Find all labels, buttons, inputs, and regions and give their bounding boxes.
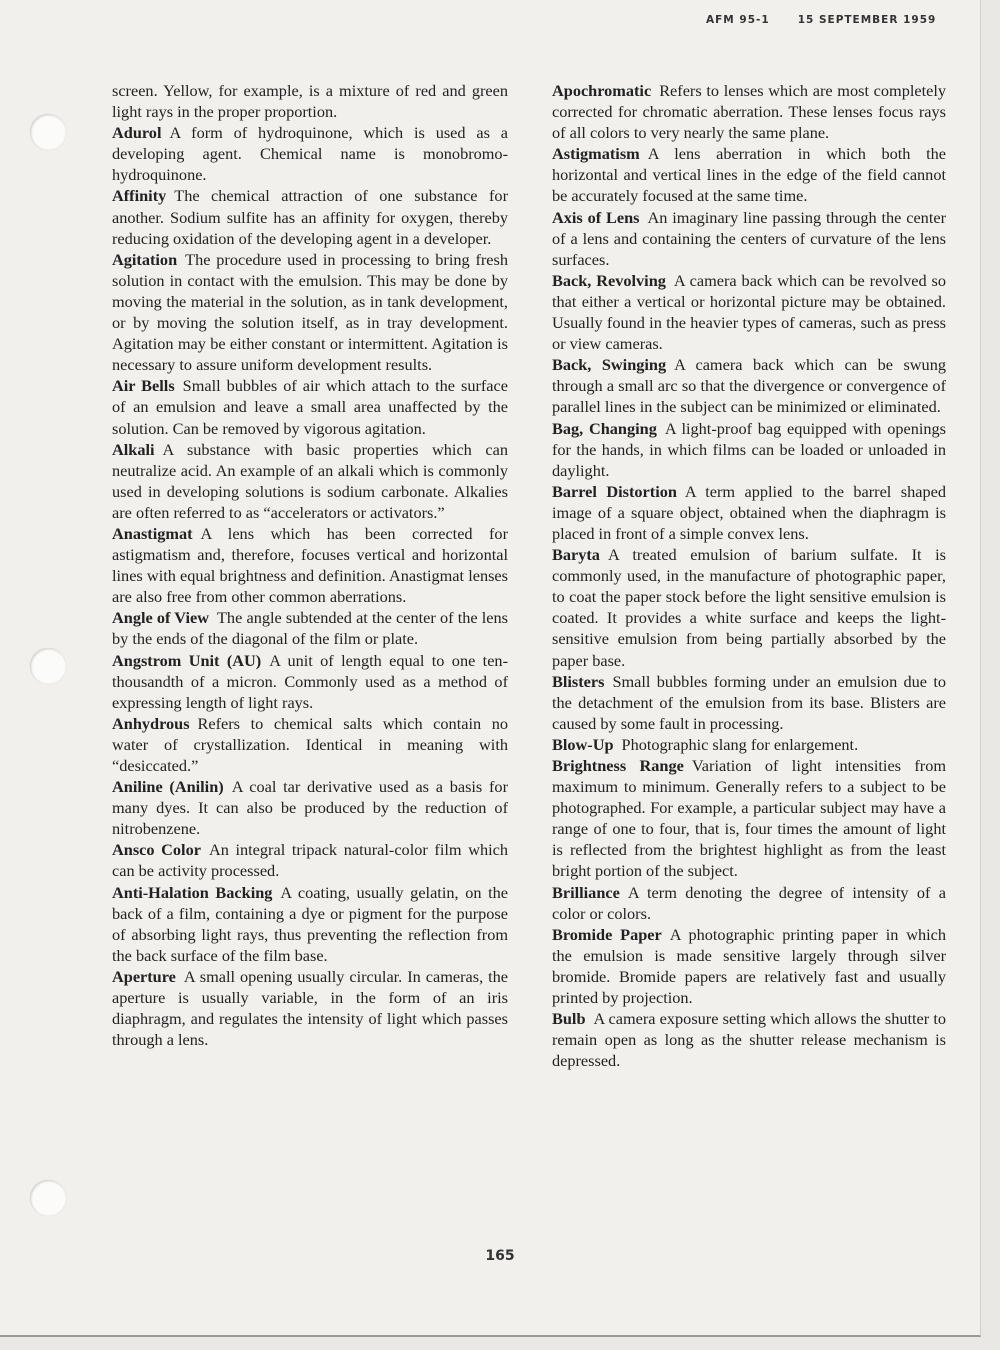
glossary-term: Angstrom Unit (AU) (112, 650, 262, 670)
glossary-term: Axis of Lens (552, 207, 640, 227)
glossary-definition: A term denoting the degree of intensity of a color or colors. (552, 882, 946, 923)
glossary-term: Anhydrous (112, 713, 190, 733)
glossary-term: Astigmatism (552, 144, 640, 164)
glossary-term: Back, Revolving (552, 270, 666, 290)
glossary-entry (112, 375, 508, 438)
glossary-definition: A lens aberration in which both the horizontal and vertical lines in the edge of the field cannot be accurately focused at the same time. (552, 144, 946, 206)
glossary-entry (112, 439, 508, 523)
glossary-entry (552, 354, 946, 417)
glossary-definition: A term applied to the barrel shaped image of a square object, obtained when the diaphragm is placed in front of a simple convex lens. (552, 481, 947, 543)
glossary-definition: A photographic printing paper in which the emulsion is made sensitive largely through silver bromide. Bromide papers are relatively fast and usually printed by projection. (552, 924, 947, 1008)
glossary-definition: A small opening usually circular. In cameras, the aperture is usually variable, in the form of an iris diaphragm, and regulates the intensity of light which passes through a lens. (112, 966, 508, 1050)
glossary-term: Aniline (Anilin) (112, 777, 224, 797)
glossary-term: Blow-Up (552, 734, 614, 754)
glossary-term: Anti-Halation Backing (112, 882, 273, 902)
glossary-definition: The procedure used in processing to bring fresh solution in contact with the emulsion. This may be done by moving the material in the solution, as in tank development, or by moving the solution itself, as in tray development. Agitation may be either constant or intermittent. Agitation is necessary to assure uniform development results. (112, 249, 508, 375)
glossary-definition: A camera exposure setting which allows the shutter to remain open as long as the shutter release mechanism is depressed. (552, 1009, 946, 1071)
glossary-term: Alkali (112, 439, 155, 459)
document-date: 15 SEPTEMBER 1959 (797, 14, 937, 26)
glossary-definition: Small bubbles forming under an emulsion due to the detachment of the emulsion from its base. Blisters are caused by some fault in processing. (552, 671, 946, 733)
glossary-term: Barrel Distortion (552, 481, 677, 501)
glossary-definition: A camera back which can be swung through a small arc so that the divergence or convergence of parallel lines in the subject can be minimized or eliminated. (552, 355, 946, 417)
glossary-entry (552, 207, 946, 270)
glossary-definition: An imaginary line passing through the center of a lens and containing the centers of curvature of the lens surfaces. (552, 207, 946, 269)
glossary-entry (112, 650, 508, 713)
glossary-entry (112, 882, 508, 966)
glossary-entry (552, 544, 946, 671)
glossary-term: Bulb (552, 1009, 586, 1029)
glossary-entry (112, 607, 508, 649)
glossary-definition: The angle subtended at the center of the lens by the ends of the diagonal of the film or plate. (112, 608, 509, 649)
document-id: AFM 95-1 (706, 14, 770, 26)
glossary-entry (112, 523, 508, 607)
glossary-entry (552, 671, 946, 734)
glossary-entry (112, 122, 508, 185)
right-column (552, 80, 946, 1071)
glossary-term: Blisters (552, 671, 605, 691)
glossary-definition: Refers to chemical salts which contain no water of crystallization. Identical in meaning with “desiccated.” (112, 713, 508, 775)
glossary-entry (112, 966, 508, 1050)
glossary-term: Angle of View (112, 608, 209, 628)
glossary-entry (552, 270, 946, 354)
glossary-term: Bromide Paper (552, 924, 662, 944)
glossary-term: Bag, Changing (552, 418, 657, 438)
binder-hole-top (30, 114, 66, 150)
glossary-definition: A treated emulsion of barium sulfate. It is commonly used, in the manufacture of photographic paper, to coat the paper stock before the light sensitive emulsion is coated. It provides a white surface and keeps the light-sensitive emulsion from being partially absorbed by the paper base. (552, 545, 946, 670)
glossary-definition: The chemical attraction of one substance for another. Sodium sulfite has an affinity for oxygen, thereby reducing oxidation of the developing agent in a developer. (112, 186, 508, 248)
glossary-definition: A coating, usually gelatin, on the back of a film, containing a dye or pigment for the purpose of absorbing light rays, thus preventing the reflection from the back surface of the film base. (112, 882, 508, 965)
glossary-definition: Small bubbles of air which attach to the surface of an emulsion and leave a small area unaffected by the solution. Can be removed by vigorous agitation. (112, 376, 508, 438)
glossary-term: Baryta (552, 545, 600, 565)
glossary-entry (552, 418, 946, 481)
glossary-definition: A coal tar derivative used as a basis for many dyes. It can also be produced by the reduction of nitrobenzene. (112, 777, 508, 839)
glossary-entry (112, 776, 508, 839)
glossary-definition: A unit of length equal to one ten-thousandth of a micron. Commonly used as a method of expressing length of light rays. (112, 650, 508, 712)
glossary-term: Affinity (112, 186, 167, 206)
glossary-term: Aperture (112, 966, 176, 986)
glossary-entry (112, 713, 508, 776)
glossary-entry (112, 80, 508, 122)
glossary-entry (552, 734, 946, 755)
glossary-entry (552, 882, 946, 924)
left-column (112, 80, 508, 1050)
glossary-term: Ansco Color (112, 840, 201, 860)
glossary-definition: A substance with basic properties which can neutralize acid. An example of an alkali which is commonly used in developing solutions is sodium carbonate. Alkalies are often referred to as “accelerators or activators.” (112, 439, 508, 522)
glossary-entry (552, 80, 946, 143)
glossary-entry (552, 143, 946, 206)
glossary-definition: Refers to lenses which are most completely corrected for chromatic aberration. These lenses focus rays of all colors to very nearly the same plane. (552, 81, 946, 143)
glossary-definition: Variation of light intensities from maximum to minimum. Generally refers to a subject to be photographed. For example, a particular subject may have a range of one to four, that is, four times the amount of light is reflected from the brightest highlight as from the least bright portion of the subject. (552, 756, 947, 881)
glossary-definition: A light-proof bag equipped with openings for the hands, in which films can be loaded or unloaded in daylight. (552, 418, 947, 480)
glossary-term: Brightness Range (552, 756, 684, 775)
glossary-definition: A lens which has been corrected for astigmatism and, therefore, focuses vertical and horizontal lines with equal brightness and definition. Anastigmat lenses are also free from other common aberrations. (112, 523, 508, 607)
glossary-definition: A camera back which can be revolved so that either a vertical or horizontal picture may be obtained. Usually found in the heavier types of cameras, such as press or view cameras. (552, 270, 946, 354)
glossary-term: Back, Swinging (552, 355, 667, 375)
glossary-entry (552, 481, 946, 544)
glossary-term: Apochromatic (552, 81, 652, 100)
running-header (706, 14, 936, 26)
glossary-entry (112, 249, 508, 376)
glossary-term: Adurol (112, 123, 162, 143)
glossary-entry (552, 924, 946, 1008)
glossary-term: Anastigmat (112, 523, 193, 543)
glossary-term: Brilliance (552, 882, 620, 902)
binder-hole-middle (30, 648, 66, 684)
glossary-definition: Photographic slang for enlargement. (621, 734, 859, 754)
glossary-definition: An integral tripack natural-color film which can be activity processed. (112, 840, 508, 881)
binder-hole-bottom (30, 1180, 66, 1216)
glossary-entry (112, 185, 508, 248)
glossary-definition: A form of hydroquinone, which is used as a developing agent. Chemical name is monobromo-hydroquinone. (112, 123, 508, 185)
page-number: 165 (485, 1248, 515, 1264)
glossary-term: Agitation (112, 249, 178, 269)
glossary-definition: screen. Yellow, for example, is a mixture of red and green light rays in the proper proportion. (112, 81, 508, 122)
glossary-entry (552, 755, 946, 882)
glossary-term: Air Bells (112, 376, 175, 396)
glossary-entry (112, 839, 508, 881)
glossary-entry (552, 1008, 946, 1071)
